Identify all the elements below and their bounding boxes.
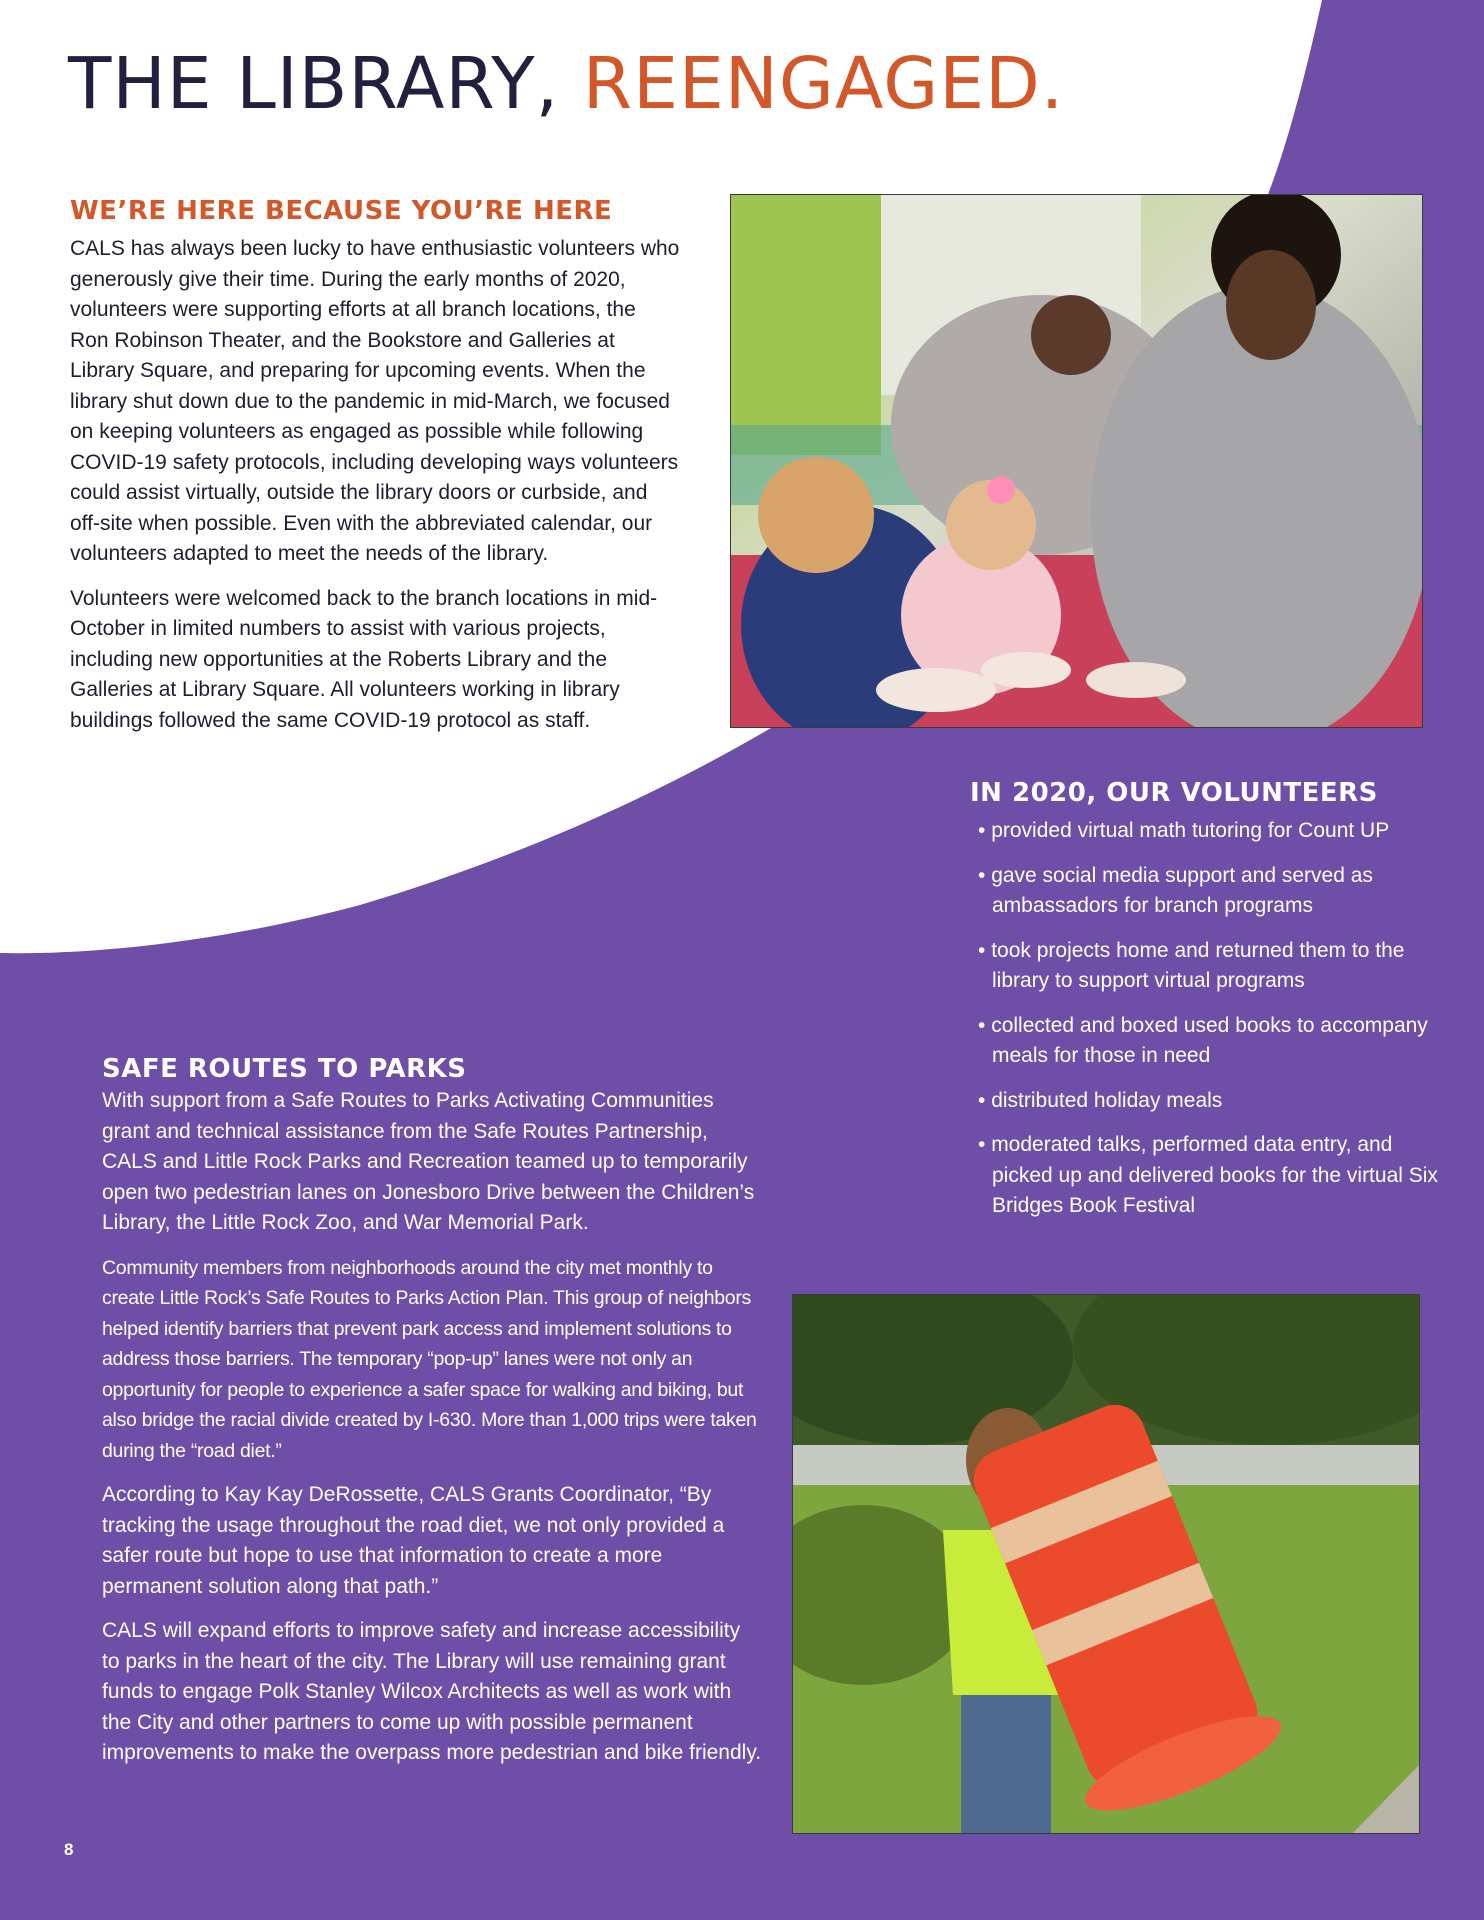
list-item: • distributed holiday meals [970, 1086, 1440, 1117]
volunteer-children-photo [730, 194, 1423, 728]
section1-paragraph: Volunteers were welcomed back to the branch locations in mid-October in limited numbers to assist with various projects, including new opportunities at the Roberts Library and the Galleries at Library Square. All volunteers working in library buildings followed the same COVID-19 protocol as staff. [70, 586, 658, 732]
section2-heading: SAFE ROUTES TO PARKS [102, 1054, 467, 1084]
section1-paragraph: CALS has always been lucky to have enthusiastic volunteers who generously give their time. During the early months of 2020, volunteers were supporting efforts at all branch locations, the Ron Robinson Theater, and the Bookstore and Galleries at Library Square, and preparing for upcoming events. When the library shut down due to the pandemic in mid-March, we focused on keeping volunteers as engaged as possible while following COVID-19 safety protocols, including developing ways volunteers could assist virtually, outside the library doors or curbside, and off-site when possible. Even with the abbreviated calendar, our volunteers adapted to meet the needs of the library. [70, 237, 680, 565]
section2-paragraph: CALS will expand efforts to improve safety and increase accessibility to parks in the heart of the city. The Library will use remaining grant funds to engage Polk Stanley Wilcox Architects as well as work with the City and other partners to come up with possible permanent improvements to make the overpass more pedestrian and bike friendly. [102, 1619, 762, 1764]
title-main: THE LIBRARY, [68, 42, 560, 125]
section2-paragraph: Community members from neighborhoods around the city met monthly to create Little Rock’s Safe Routes to Parks Action Plan. This group of neighbors helped identify barriers that prevent park access and implement solutions to address those barriers. The temporary “pop-up” lanes were not only an opportunity for people to experience a safer space for walking and biking, but also bridge the racial divide created by I-630. More than 1,000 trips were taken during the “road diet.” [102, 1256, 757, 1462]
section2-paragraph: With support from a Safe Routes to Parks Activating Communities grant and technical assistance from the Safe Routes Partnership, CALS and Little Rock Parks and Recreation teamed up to temporarily open two pedestrian lanes on Jonesboro Drive between the Children’s Library, the Little Rock Zoo, and War Memorial Park. [102, 1089, 755, 1234]
traffic-barrel-photo [792, 1294, 1420, 1834]
list-item: • moderated talks, performed data entry, and picked up and delivered books for the virtual Six Bridges Book Festival [970, 1130, 1440, 1222]
section2-body [102, 1086, 762, 1783]
list-item: • took projects home and returned them to the library to support virtual programs [970, 936, 1440, 997]
list-item: • collected and boxed used books to accompany meals for those in need [970, 1011, 1440, 1072]
section1-body [70, 234, 680, 750]
section1-heading: WE’RE HERE BECAUSE YOU’RE HERE [70, 196, 613, 226]
list-item: • gave social media support and served as ambassadors for branch programs [970, 861, 1440, 922]
page-number: 8 [64, 1840, 74, 1859]
section2-paragraph: According to Kay Kay DeRossette, CALS Grants Coordinator, “By tracking the usage throughout the road diet, we not only provided a safer route but hope to use that information to create a more permanent solution along that path.” [102, 1483, 725, 1598]
volunteers-heading: IN 2020, OUR VOLUNTEERS [970, 778, 1378, 808]
page-title [68, 42, 1064, 125]
volunteer-activities-list [970, 816, 1440, 1236]
list-item: • provided virtual math tutoring for Count UP [970, 816, 1440, 847]
title-accent: REENGAGED. [582, 42, 1065, 125]
